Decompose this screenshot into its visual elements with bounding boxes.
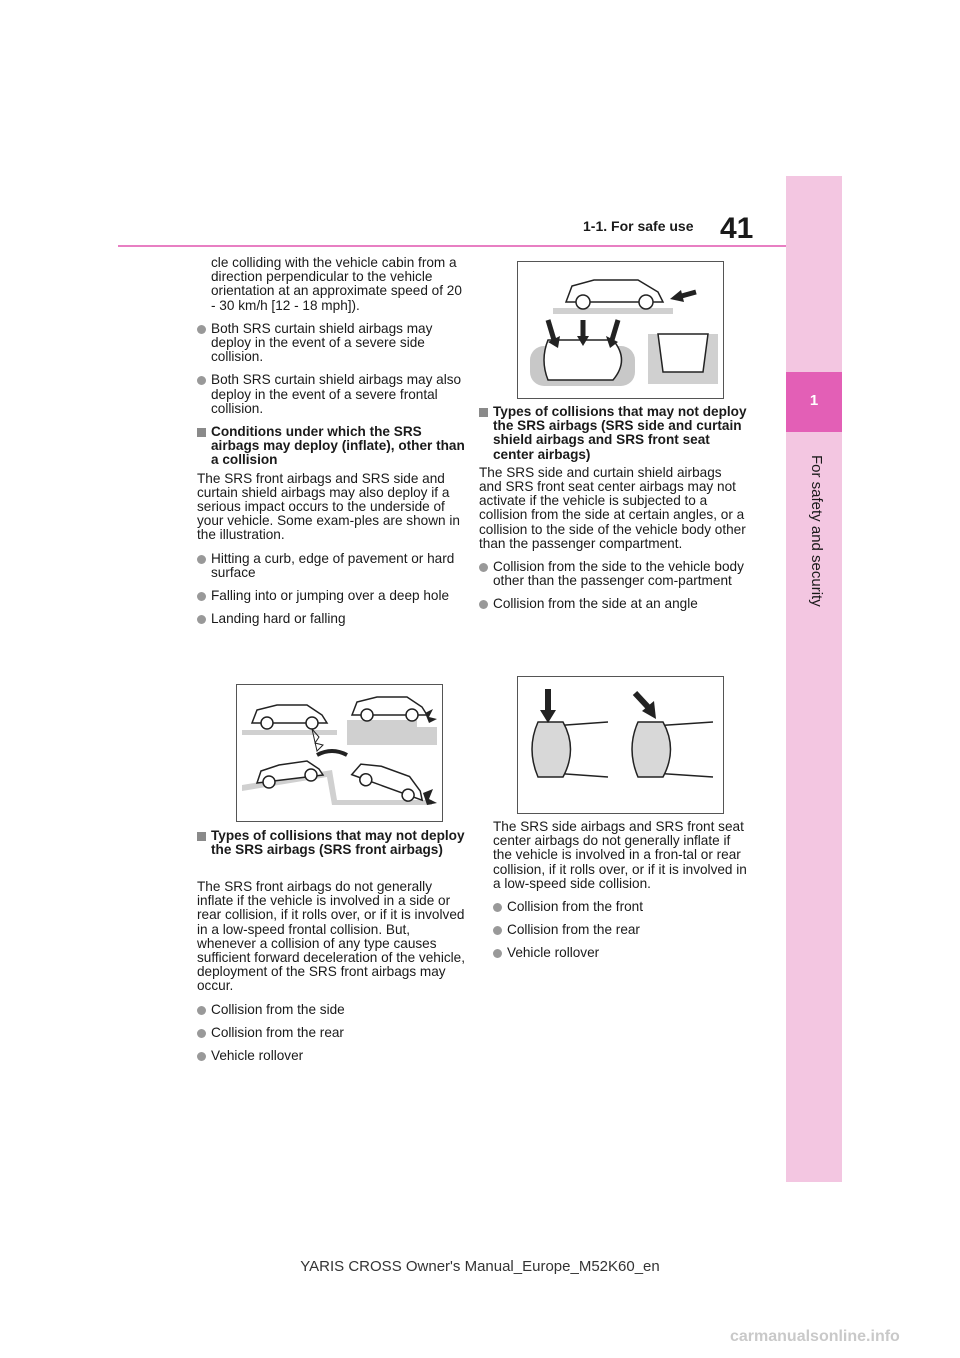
car-icon xyxy=(252,705,327,729)
arrow-icon xyxy=(635,693,648,707)
list-item: Collision from the side xyxy=(197,1003,469,1017)
chapter-number: 1 xyxy=(809,392,819,409)
arrow-icon xyxy=(317,751,347,755)
underside-impact-svg xyxy=(237,685,442,821)
paragraph: The SRS side airbags and SRS front seat center airbags do not generally inflate if the vehicle is involved in a fron-tal or rear collision, if it rolls over, or if it is involved in a low-speed side collision. xyxy=(493,819,747,891)
car-top-view-icon xyxy=(532,722,608,777)
left-column xyxy=(197,256,469,635)
car-icon xyxy=(352,697,427,721)
list-item: Vehicle rollover xyxy=(493,946,747,960)
list-item: Both SRS curtain shield airbags may also deploy in the event of a severe frontal collision. xyxy=(197,373,469,416)
list-item: Falling into or jumping over a deep hole xyxy=(197,589,469,603)
list-item: Collision from the rear xyxy=(493,923,747,937)
chapter-side-tab xyxy=(786,176,842,1182)
footer-text: YARIS CROSS Owner's Manual_Europe_M52K60_en xyxy=(300,1258,660,1275)
list-item: Collision from the rear xyxy=(197,1026,469,1040)
list-item: Collision from the side at an angle xyxy=(479,597,747,611)
chapter-title: For safety and security xyxy=(808,455,825,607)
car-front-view-icon xyxy=(658,334,708,372)
section-heading: Types of collisions that may not deploy the SRS airbags (SRS side and curtain shield airbags and SRS front seat center airbags) xyxy=(479,405,747,462)
list-item: Collision from the front xyxy=(493,900,747,914)
right-column-lower xyxy=(493,820,747,970)
section-heading: Conditions under which the SRS airbags may deploy (inflate), other than a collision xyxy=(197,425,469,468)
left-column-lower-body xyxy=(197,880,469,1072)
section-title: 1-1. For safe use xyxy=(583,218,694,234)
side-body-collision-svg xyxy=(518,262,723,398)
list-item: Collision from the side to the vehicle body other than the passenger com-partment xyxy=(479,560,747,588)
angle-collision-svg xyxy=(518,677,723,813)
section-heading: Types of collisions that may not deploy the SRS airbags (SRS front airbags) xyxy=(197,829,469,857)
left-column-lower xyxy=(211,829,469,861)
paragraph: The SRS front airbags do not generally inflate if the vehicle is involved in a side or rear collision, if it rolls over, or if it is involved in a low-speed frontal collision. But, whenever a collision of any type causes sufficient forward deceleration of the vehicle, deployment of the SRS front airbags may occur. xyxy=(197,879,465,994)
list-item: Hitting a curb, edge of pavement or hard surface xyxy=(197,552,469,580)
car-icon xyxy=(566,280,663,309)
list-item: Both SRS curtain shield airbags may deploy in the event of a severe side collision. xyxy=(197,322,469,365)
illustration-underside-impact xyxy=(236,684,443,822)
page-number: 41 xyxy=(720,212,754,245)
illustration-side-body-collision xyxy=(517,261,724,399)
car-top-view-icon xyxy=(632,722,713,777)
illustration-angle-collision xyxy=(517,676,724,814)
paragraph: The SRS front airbags and SRS side and curtain shield airbags may also deploy if a serious impact occurs to the underside of your vehicle. Some exam-ples are shown in the illustration. xyxy=(197,470,460,543)
list-item: Landing hard or falling xyxy=(197,612,469,626)
car-icon xyxy=(350,758,429,806)
watermark-text: carmanualsonline.info xyxy=(730,1328,900,1345)
continuation-text: cle colliding with the vehicle cabin from a direction perpendicular to the vehicle orientation at an approximate speed of 20 - 30 km/h [12 - 18 mph]). xyxy=(211,255,462,313)
paragraph: The SRS side and curtain shield airbags and SRS front seat center airbags may not activate if the vehicle is subjected to a collision from the side at certain angles, or a collision to the side of the vehicle body other than the passenger compartment. xyxy=(479,464,746,551)
right-column xyxy=(479,405,747,621)
car-icon xyxy=(257,761,323,788)
header-rule xyxy=(118,245,786,247)
list-item: Vehicle rollover xyxy=(197,1049,469,1063)
